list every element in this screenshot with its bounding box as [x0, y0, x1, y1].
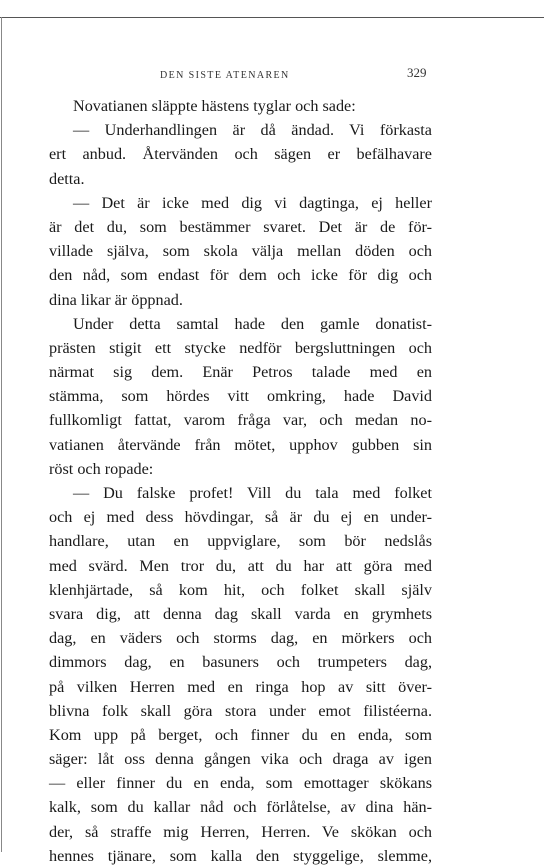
text-line: prästen stigit ett stycke nedför bergsluttningen och [49, 338, 432, 357]
text-line: kalk, som du kallar nåd och förlåtelse, av dina hän- [49, 798, 432, 817]
text-line: svara dig, att denna dag skall varda en grymhets [49, 604, 432, 623]
text-line: på vilken Herren med en ringa hop av sitt över- [49, 677, 432, 696]
text-line: den nåd, som endast för dem och icke för dig och [49, 266, 432, 285]
text-line: fullkomligt fattat, varom fråga var, och medan no- [49, 411, 432, 430]
text-line: — Det är icke med dig vi dagtinga, ej heller [73, 193, 432, 212]
text-line: Kom upp på berget, och finner du en enda, som [49, 725, 432, 744]
page-number: 329 [407, 65, 427, 80]
text-line: Novatianen släppte hästens tyglar och sade: [73, 97, 356, 115]
text-line: är det du, som bestämmer svaret. Det är de för- [49, 217, 432, 236]
text-line: hennes tjänare, som kalla den styggelige, slemme, [49, 846, 432, 865]
text-line: handlare, utan en uppviglare, som bör nedslås [49, 532, 432, 551]
text-line: vatianen återvände från mötet, upphov gubben sin [49, 435, 432, 454]
text-line: blivna folk skall göra stora under emot filistéerna. [49, 701, 432, 720]
text-line: — eller finner du en enda, som emottager skökans [49, 774, 432, 793]
text-line: med svärd. Men tror du, att du har att göra med [49, 556, 432, 575]
scan-left-edge [1, 17, 2, 852]
text-line: detta. [49, 169, 85, 188]
text-line: villade själva, som skola välja mellan döden och [49, 242, 432, 261]
text-line: säger: låt oss denna gången vika och draga av igen [49, 750, 432, 769]
text-line: dina likar är öppnad. [49, 290, 183, 309]
scan-top-edge [0, 17, 544, 18]
text-line: stämma, som hördes vitt omkring, hade David [49, 387, 432, 406]
text-line: — Du falske profet! Vill du tala med folket [73, 484, 432, 502]
text-line: — Underhandlingen är då ändad. Vi förkasta [73, 121, 432, 140]
text-line: ert anbud. Återvänden och sägen er befälhavare [49, 145, 432, 164]
body-text [49, 94, 432, 868]
text-line: Under detta samtal hade den gamle donatist- [73, 314, 432, 333]
text-line: dag, en väders och storms dag, en mörkers och [49, 629, 432, 648]
text-line: röst och ropade: [49, 459, 154, 478]
text-line: och ej med dess hövdingar, så är du ej en under- [49, 508, 432, 527]
text-line: närmat sig dem. Enär Petros talade med en [49, 363, 432, 382]
text-line: dimmors dag, en basuners och trumpeters dag, [49, 653, 432, 672]
running-head: DEN SISTE ATENAREN [160, 70, 290, 81]
text-line: klenhjärtade, så kom hit, och folket skall själv [49, 580, 432, 599]
text-line: der, så straffe mig Herren, Herren. Ve skökan och [49, 822, 432, 841]
